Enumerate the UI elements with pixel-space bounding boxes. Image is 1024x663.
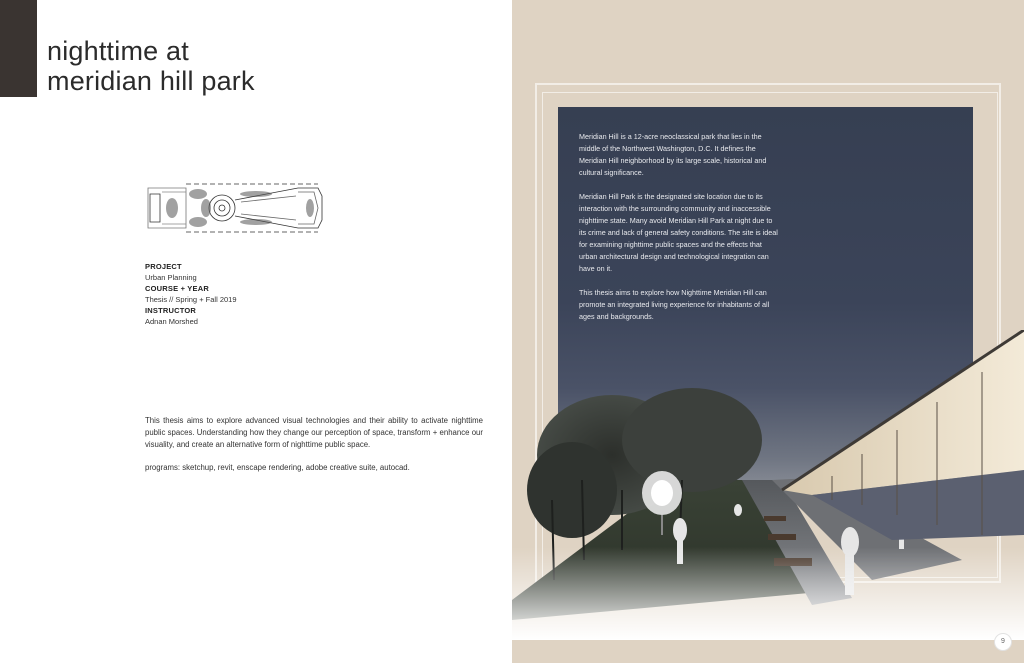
intro-paragraph: This thesis aims to explore advanced visual technologies and their ability to activate nighttime public spaces. Understanding how they change our perception of space, transform + enhance our visuality, and create an alternative form of nighttime public space. <box>145 416 483 449</box>
instructor-value: Adnan Morshed <box>145 317 198 326</box>
description-paragraph-1: Meridian Hill is a 12-acre neoclassical park that lies in the middle of the Northwest Washington, D.C. It defines the Meridian Hill neighborhood by its large scale, historical and cultural significance. <box>579 132 767 177</box>
description-paragraph-3: This thesis aims to explore how Nighttime Meridian Hill can promote an integrated living experience for inhabitants of all ages and backgrounds. <box>579 288 770 321</box>
description-paragraph-2: Meridian Hill Park is the designated site location due to its interaction with the surrounding community and inaccessible nighttime state. Many avoid Meridian Hill Park at night due to its crime and lack of general safety conditions. The site is ideal for examining nighttime public spaces and the effects that urban architectural design and technological integration can have on it. <box>579 192 778 273</box>
project-value: Urban Planning <box>145 273 197 282</box>
project-label: PROJECT <box>145 262 182 271</box>
instructor-label: INSTRUCTOR <box>145 306 197 315</box>
programs-list: programs: sketchup, revit, enscape rendering, adobe creative suite, autocad. <box>145 463 410 472</box>
dark-tab <box>0 0 37 97</box>
night-park-rendering <box>512 330 1024 640</box>
page-number: 9 <box>994 633 1012 651</box>
project-meta <box>145 261 237 327</box>
title-line-2: meridian hill park <box>47 66 255 96</box>
park-plan-sketch <box>146 180 332 236</box>
page-title <box>47 36 255 96</box>
site-description <box>579 131 779 335</box>
course-year-label: COURSE + YEAR <box>145 284 209 293</box>
course-year-value: Thesis // Spring + Fall 2019 <box>145 295 237 304</box>
title-line-1: nighttime at <box>47 36 189 66</box>
